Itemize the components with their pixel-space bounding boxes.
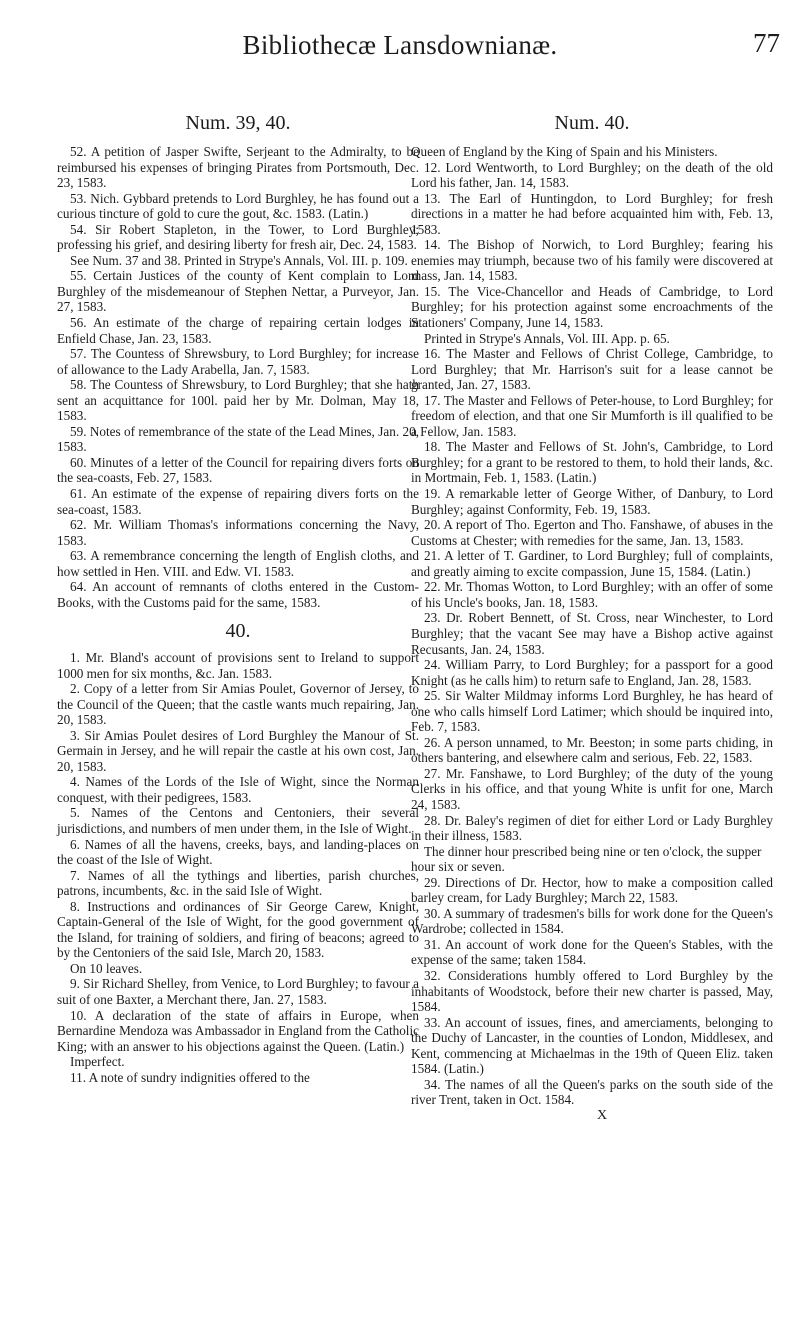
- catalogue-entry: 1. Mr. Bland's account of provisions sent to Ireland to support 1000 men for six months, &c. Jan. 1583.: [57, 649, 419, 681]
- right-column-heading: Num. 40.: [554, 112, 630, 134]
- catalogue-entry: 28. Dr. Baley's regimen of diet for either Lord or Lady Burghley in their illness, 1583.: [411, 812, 773, 844]
- catalogue-entry: 2. Copy of a letter from Sir Amias Poulet, Governor of Jersey, to the Council of the Queen; that the castle wants much repairing, Jan. 20, 1583.: [57, 681, 419, 728]
- catalogue-entry: 18. The Master and Fellows of St. John's, Cambridge, to Lord Burghley; for a grant to be restored to them, to hold their lands, &c. in Mortmain, Feb. 1, 1583. (Latin.): [411, 439, 773, 486]
- catalogue-entry: 25. Sir Walter Mildmay informs Lord Burghley, he has heard of one who calls himself Lord Latimer; which should be inquired into, Feb. 7, 1583.: [411, 688, 773, 735]
- catalogue-entry: 24. William Parry, to Lord Burghley; for a passport for a good Knight (as he calls him) to return safe to England, Jan. 28, 1583.: [411, 657, 773, 688]
- catalogue-note: Imperfect.: [70, 1054, 125, 1070]
- section-heading-40: 40.: [225, 620, 251, 643]
- catalogue-entry: 34. The names of all the Queen's parks on the south side of the river Trent, taken in Oct. 1584.: [411, 1076, 773, 1108]
- catalogue-entry: 52. A petition of Jasper Swifte, Serjeant to the Admiralty, to be reimbursed his expenses of bringing Pirates from Portsmouth, Dec. 23, 1583.: [57, 144, 419, 191]
- left-column-heading: Num. 39, 40.: [185, 112, 291, 134]
- catalogue-entry: 7. Names of all the tythings and liberties, parish churches, patrons, incumbents, &c. in the said Isle of Wight.: [57, 867, 419, 899]
- catalogue-entry: 19. A remarkable letter of George Wither, of Danbury, to Lord Burghley; against Conformity, Feb. 19, 1583.: [411, 486, 773, 517]
- catalogue-entry: 12. Lord Wentworth, to Lord Burghley; on the death of the old Lord his father, Jan. 14, 1583.: [411, 159, 773, 191]
- catalogue-entry: 58. The Countess of Shrewsbury, to Lord Burghley; that she hath sent an acquittance for 100l. paid her by Mr. Dolman, May 18, 1583.: [57, 377, 419, 424]
- catalogue-entry: 64. An account of remnants of cloths entered in the Custom-Books, with the Customs paid for the same, 1583.: [57, 579, 419, 610]
- catalogue-entry: 11. A note of sundry indignities offered to the: [70, 1069, 310, 1085]
- running-head: [0, 0, 800, 90]
- catalogue-entry: 8. Instructions and ordinances of Sir George Carew, Knight, Captain-General of the Isle of Wight, for the good government of the Island, for training of soldiers, and firing of beacons; agreed to by the Centoniers of the said Isle, March 20, 1583.: [57, 898, 419, 961]
- right-column: [411, 112, 773, 1123]
- catalogue-entry: 21. A letter of T. Gardiner, to Lord Burghley; full of complaints, and greatly aiming to excite compassion, June 15, 1584. (Latin.): [411, 548, 773, 579]
- catalogue-entry: 27. Mr. Fanshawe, to Lord Burghley; of the duty of the young Clerks in his office, and that young White is unfit for one, March 24, 1583.: [411, 765, 773, 812]
- catalogue-entry: 57. The Countess of Shrewsbury, to Lord Burghley; for increase of allowance to the Lady Arabella, Jan. 7, 1583.: [57, 346, 419, 377]
- catalogue-entry: 61. An estimate of the expense of repairing divers forts on the sea-coast, 1583.: [57, 486, 419, 517]
- catalogue-entry: 30. A summary of tradesmen's bills for work done for the Queen's Wardrobe; collected in 1584.: [411, 905, 773, 937]
- catalogue-note: Printed in Strype's Annals, Vol. III. App. p. 65.: [424, 330, 670, 346]
- catalogue-entry: 31. An account of work done for the Queen's Stables, with the expense of the same; taken 1584.: [411, 936, 773, 968]
- catalogue-entry: 54. Sir Robert Stapleton, in the Tower, to Lord Burghley; professing his grief, and desiring liberty for fresh air, Dec. 24, 1583.: [57, 221, 419, 253]
- catalogue-entry: 53. Nich. Gybbard pretends to Lord Burghley, he has found out a curious tincture of gold to cure the gout, &c. 1583. (Latin.): [57, 190, 419, 222]
- catalogue-entry: 62. Mr. William Thomas's informations concerning the Navy, 1583.: [57, 517, 419, 548]
- catalogue-entry: 6. Names of all the havens, creeks, bays, and landing-places on the coast of the Isle of Wight.: [57, 836, 419, 868]
- catalogue-note: The dinner hour prescribed being nine or ten o'clock, the supper hour six or seven.: [411, 843, 762, 875]
- signature-mark: X: [596, 1107, 608, 1123]
- catalogue-entry: 22. Mr. Thomas Wotton, to Lord Burghley; with an offer of some of his Uncle's books, Jan. 18, 1583.: [411, 579, 773, 610]
- catalogue-entry: 10. A declaration of the state of affairs in Europe, when Bernardine Mendoza was Ambassador in England from the Catholic King; with an answer to his objections against the Queen. (Latin.): [57, 1007, 419, 1054]
- catalogue-entry: 4. Names of the Lords of the Isle of Wight, since the Norman conquest, with their pedigrees, 1583.: [57, 774, 419, 805]
- catalogue-entry: 13. The Earl of Huntingdon, to Lord Burghley; for fresh directions in a matter he had before acquainted him with, Feb. 13, 1583.: [411, 190, 773, 237]
- catalogue-note: On 10 leaves.: [70, 960, 143, 976]
- catalogue-entry: 17. The Master and Fellows of Peter-house, to Lord Burghley; for freedom of election, and that one Sir Mumforth is ill qualified to be a Fellow, Jan. 1583.: [411, 392, 773, 439]
- catalogue-entry: 55. Certain Justices of the county of Kent complain to Lord Burghley of the misdemeanour of Stephen Nettar, a Purveyor, Jan. 27, 1583.: [57, 268, 419, 315]
- catalogue-entry: 3. Sir Amias Poulet desires of Lord Burghley the Manour of St. Germain in Jersey, and he will repair the castle at his own cost, Jan. 20, 1583.: [57, 727, 419, 774]
- continued-entry: Queen of England by the King of Spain and his Ministers.: [411, 144, 718, 159]
- catalogue-entry: 29. Directions of Dr. Hector, how to make a composition called barley cream, for Lady Burghley; March 22, 1583.: [411, 874, 773, 906]
- catalogue-entry: 15. The Vice-Chancellor and Heads of Cambridge, to Lord Burghley; for his protection against some encroachments of the Stationers' Company, June 14, 1583.: [411, 283, 773, 331]
- catalogue-entry: 33. An account of issues, fines, and amerciaments, belonging to the Duchy of Lancaster, in the counties of London, Middlesex, and Kent, commencing at Michaelmas in the 19th of Queen Eliz. taken 1584. (Latin.): [411, 1014, 773, 1077]
- catalogue-entry: 14. The Bishop of Norwich, to Lord Burghley; fearing his enemies may triumph, because two of his family were discovered at mass, Jan. 14, 1583.: [411, 237, 773, 284]
- catalogue-entry: 20. A report of Tho. Egerton and Tho. Fanshawe, of abuses in the Customs at Chester; with remedies for the same, Jan. 13, 1583.: [411, 517, 773, 548]
- catalogue-entry: 60. Minutes of a letter of the Council for repairing divers forts on the sea-coasts, Feb. 27, 1583.: [57, 454, 419, 486]
- catalogue-entry: 16. The Master and Fellows of Christ College, Cambridge, to Lord Burghley; that Mr. Harrison's suit for a lease cannot be granted, Jan. 27, 1583.: [411, 346, 773, 393]
- running-title: Bibliothecæ Lansdownianæ.: [242, 30, 558, 60]
- catalogue-entry: 5. Names of the Centons and Centoniers, their several jurisdictions, and numbers of men under them, in the Isle of Wight.: [57, 805, 419, 836]
- catalogue-entry: 23. Dr. Robert Bennett, of St. Cross, near Winchester, to Lord Burghley; that the vacant See may have a Bishop active against Recusants, Jan. 24, 1583.: [411, 610, 773, 657]
- catalogue-entry: 63. A remembrance concerning the length of English cloths, and how settled in Hen. VIII. and Edw. VI. 1583.: [57, 548, 419, 579]
- catalogue-entry: 59. Notes of remembrance of the state of the Lead Mines, Jan. 20, 1583.: [57, 423, 419, 455]
- catalogue-entry: 32. Considerations humbly offered to Lord Burghley by the inhabitants of Woodstock, before their new charter is passed, May, 1584.: [411, 967, 773, 1015]
- catalogue-entry: 26. A person unnamed, to Mr. Beeston; in some parts chiding, in others bantering, and elsewhere calm and serious, Feb. 22, 1583.: [411, 734, 773, 766]
- left-column: [57, 112, 419, 1085]
- catalogue-entry: 56. An estimate of the charge of repairing certain lodges in Enfield Chase, Jan. 23, 1583.: [57, 315, 419, 346]
- catalogue-entry: 9. Sir Richard Shelley, from Venice, to Lord Burghley; to favour a suit of one Baxter, a Merchant there, Jan. 27, 1583.: [57, 976, 419, 1007]
- catalogue-note: See Num. 37 and 38. Printed in Strype's Annals, Vol. III. p. 109.: [70, 252, 408, 268]
- page-number: 77: [753, 28, 780, 58]
